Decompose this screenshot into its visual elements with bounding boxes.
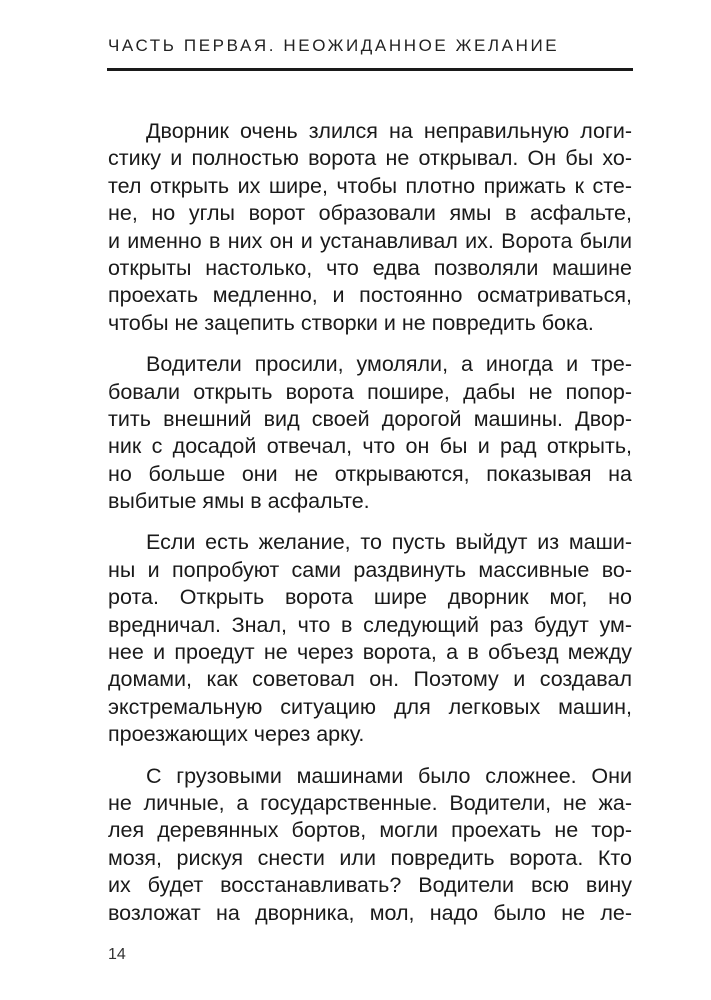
text-line: вредничал. Знал, что в следующий раз будут ум- <box>108 612 632 637</box>
text-line: С грузовыми машинами было сложнее. Они <box>146 763 632 788</box>
body-text <box>108 118 632 941</box>
text-line: нее и проедут не через ворота, а в объезд между <box>108 640 632 665</box>
text-line: выбитые ямы в асфальте. <box>108 489 370 514</box>
text-line: не, но углы ворот образовали ямы в асфальте, <box>108 201 632 226</box>
paragraph-3 <box>108 529 632 748</box>
text-line: их будет восстанавливать? Водители всю вину <box>108 873 632 898</box>
text-line: не личные, а государственные. Водители, не жа- <box>108 790 632 815</box>
text-line: ны и попробуют сами раздвинуть массивные во- <box>108 557 632 582</box>
paragraph-1 <box>108 118 632 337</box>
text-line: проезжающих через арку. <box>108 722 365 747</box>
text-line: Если есть желание, то пусть выйдут из маши- <box>146 530 632 555</box>
text-line: тел открыть их шире, чтобы плотно прижать к сте- <box>108 173 632 198</box>
text-line: Дворник очень злился на неправильную логи- <box>146 119 632 143</box>
text-line: Водители просили, умоляли, а иногда и тре- <box>146 352 632 377</box>
text-line: мозя, рискуя снести или повредить ворота. Кто <box>108 845 632 870</box>
text-line: проехать медленно, и постоянно осматриваться, <box>108 283 632 308</box>
header-rule <box>107 68 633 71</box>
text-line: ник с досадой отвечал, что он бы и рад открыть, <box>108 434 632 459</box>
text-line: открыты настолько, что едва позволяли машине <box>108 255 632 280</box>
text-line: домами, как советовал он. Поэтому и создавал <box>108 667 632 692</box>
text-line: рота. Открыть ворота шире дворник мог, но <box>108 585 632 610</box>
text-line: тить внешний вид своей дорогой машины. Двор- <box>108 406 632 431</box>
text-line: бовали открыть ворота пошире, дабы не попор- <box>108 379 632 404</box>
page-number: 14 <box>108 946 126 963</box>
text-line: но больше они не открываются, показывая на <box>108 461 632 486</box>
text-line: чтобы не зацепить створки и не повредить бока. <box>108 310 594 335</box>
text-line: и именно в них он и устанавливал их. Ворота были <box>108 228 632 253</box>
text-line: стику и полностью ворота не открывал. Он бы хо- <box>108 146 632 171</box>
paragraph-4 <box>108 763 632 927</box>
running-head: ЧАСТЬ ПЕРВАЯ. НЕОЖИДАННОЕ ЖЕЛАНИЕ <box>108 36 560 55</box>
text-line: лея деревянных бортов, могли проехать не тор- <box>108 818 632 843</box>
paragraph-2 <box>108 351 632 515</box>
text-line: возложат на дворника, мол, надо было не ле- <box>108 900 632 925</box>
text-line: экстремальную ситуацию для легковых машин, <box>108 694 632 719</box>
